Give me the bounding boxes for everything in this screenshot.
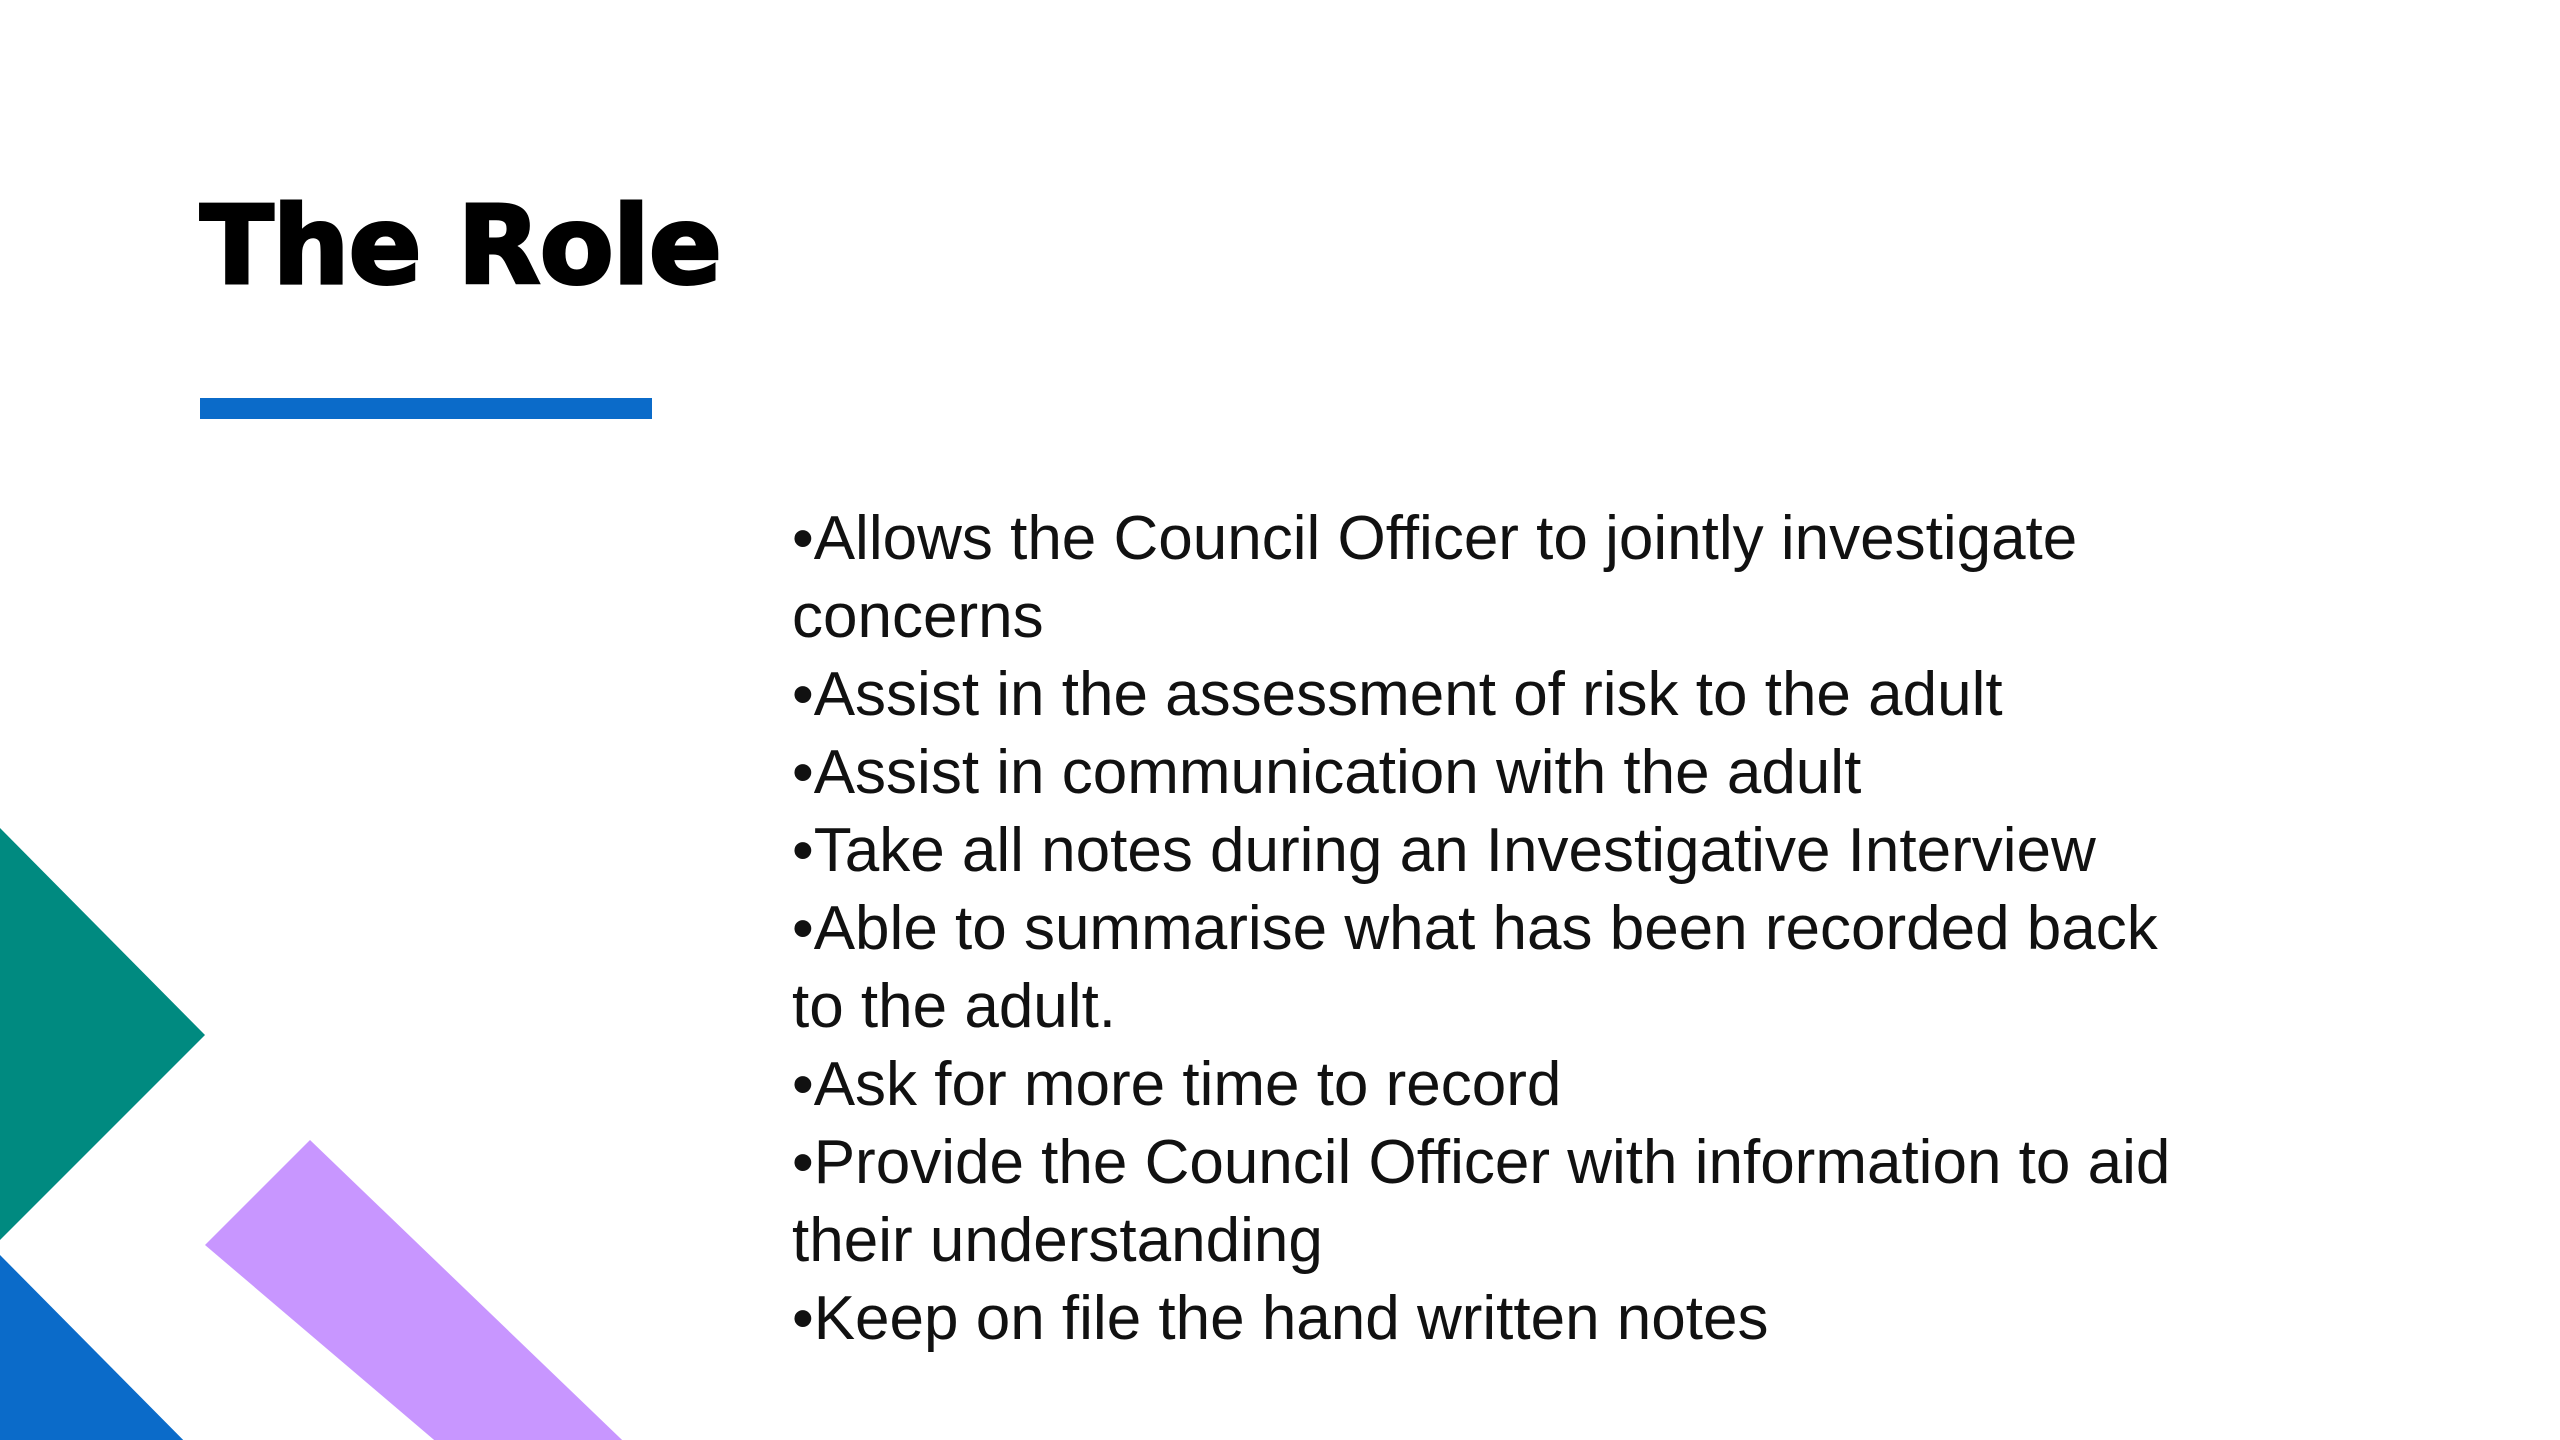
- bullet-item: •Able to summarise what has been recorded back to the adult.: [792, 894, 2158, 1041]
- bullet-list: [792, 500, 2212, 1358]
- slide-title: The Role: [200, 184, 722, 309]
- bullet-item: •Allows the Council Officer to jointly investigate concerns: [792, 504, 2078, 651]
- teal-triangle-shape: [0, 828, 205, 1240]
- bullet-item: •Provide the Council Officer with information to aid their understanding: [792, 1128, 2171, 1275]
- title-underline: [200, 398, 652, 419]
- bullet-item: •Assist in communication with the adult: [792, 738, 1862, 807]
- bullet-item: •Keep on file the hand written notes: [792, 1284, 1769, 1353]
- lavender-stripe-shape: [205, 1140, 645, 1440]
- bullet-item: •Ask for more time to record: [792, 1050, 1562, 1119]
- bullet-item: •Assist in the assessment of risk to the adult: [792, 660, 2003, 729]
- blue-triangle-shape: [0, 1255, 205, 1440]
- bullet-item: •Take all notes during an Investigative Interview: [792, 816, 2096, 885]
